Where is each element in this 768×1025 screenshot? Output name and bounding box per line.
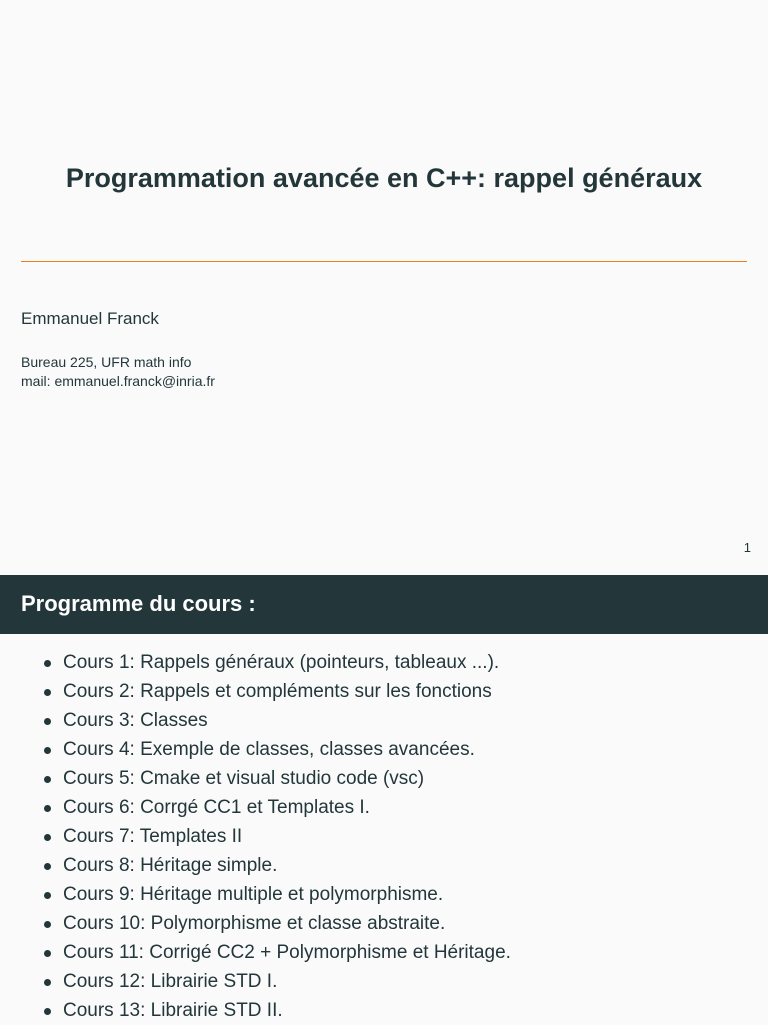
bullet-icon bbox=[44, 979, 51, 986]
list-item bbox=[42, 880, 511, 909]
list-item-text: Cours 10: Polymorphisme et classe abstraite. bbox=[63, 913, 446, 934]
bullet-icon bbox=[44, 747, 51, 754]
list-item bbox=[42, 851, 511, 880]
list-item bbox=[42, 706, 511, 735]
list-item bbox=[42, 793, 511, 822]
list-item-text: Cours 5: Cmake et visual studio code (vsc) bbox=[63, 768, 425, 789]
bullet-icon bbox=[44, 776, 51, 783]
author-info bbox=[21, 353, 215, 391]
frame-title: Programme du cours : bbox=[21, 591, 256, 616]
list-item bbox=[42, 909, 511, 938]
list-item bbox=[42, 648, 511, 677]
author-name: Emmanuel Franck bbox=[21, 309, 159, 328]
page-number: 1 bbox=[743, 540, 751, 555]
list-item bbox=[42, 764, 511, 793]
list-item-text: Cours 4: Exemple de classes, classes avancées. bbox=[63, 739, 475, 760]
list-item bbox=[42, 996, 511, 1025]
course-list bbox=[42, 648, 511, 1025]
office-text: Bureau 225, UFR math info bbox=[21, 354, 192, 370]
bullet-icon bbox=[44, 689, 51, 696]
list-item bbox=[42, 938, 511, 967]
presentation-title: Programmation avancée en C++: rappel généraux bbox=[65, 163, 703, 193]
bullet-icon bbox=[44, 805, 51, 812]
bullet-icon bbox=[44, 660, 51, 667]
list-item-text: Cours 12: Librairie STD I. bbox=[63, 971, 278, 992]
title-divider bbox=[21, 261, 747, 262]
list-item-text: Cours 1: Rappels généraux (pointeurs, tableaux ...). bbox=[63, 652, 500, 673]
list-item-text: Cours 11: Corrigé CC2 + Polymorphisme et Héritage. bbox=[63, 942, 511, 963]
list-item-text: Cours 6: Corrgé CC1 et Templates I. bbox=[63, 797, 370, 818]
bullet-icon bbox=[44, 892, 51, 899]
bullet-icon bbox=[44, 950, 51, 957]
list-item-text: Cours 2: Rappels et compléments sur les fonctions bbox=[63, 681, 492, 702]
list-item bbox=[42, 677, 511, 706]
list-item-text: Cours 3: Classes bbox=[63, 710, 208, 731]
bullet-icon bbox=[44, 834, 51, 841]
frame-title-bar bbox=[0, 575, 768, 634]
list-item bbox=[42, 967, 511, 996]
list-item bbox=[42, 735, 511, 764]
list-item-text: Cours 8: Héritage simple. bbox=[63, 855, 278, 876]
mail-text: mail: emmanuel.franck@inria.fr bbox=[21, 373, 215, 389]
list-item-text: Cours 7: Templates II bbox=[63, 826, 243, 847]
bullet-icon bbox=[44, 863, 51, 870]
bullet-icon bbox=[44, 1008, 51, 1015]
list-item bbox=[42, 822, 511, 851]
list-item-text: Cours 9: Héritage multiple et polymorphisme. bbox=[63, 884, 444, 905]
bullet-icon bbox=[44, 921, 51, 928]
bullet-icon bbox=[44, 718, 51, 725]
list-item-text: Cours 13: Librairie STD II. bbox=[63, 1000, 283, 1021]
